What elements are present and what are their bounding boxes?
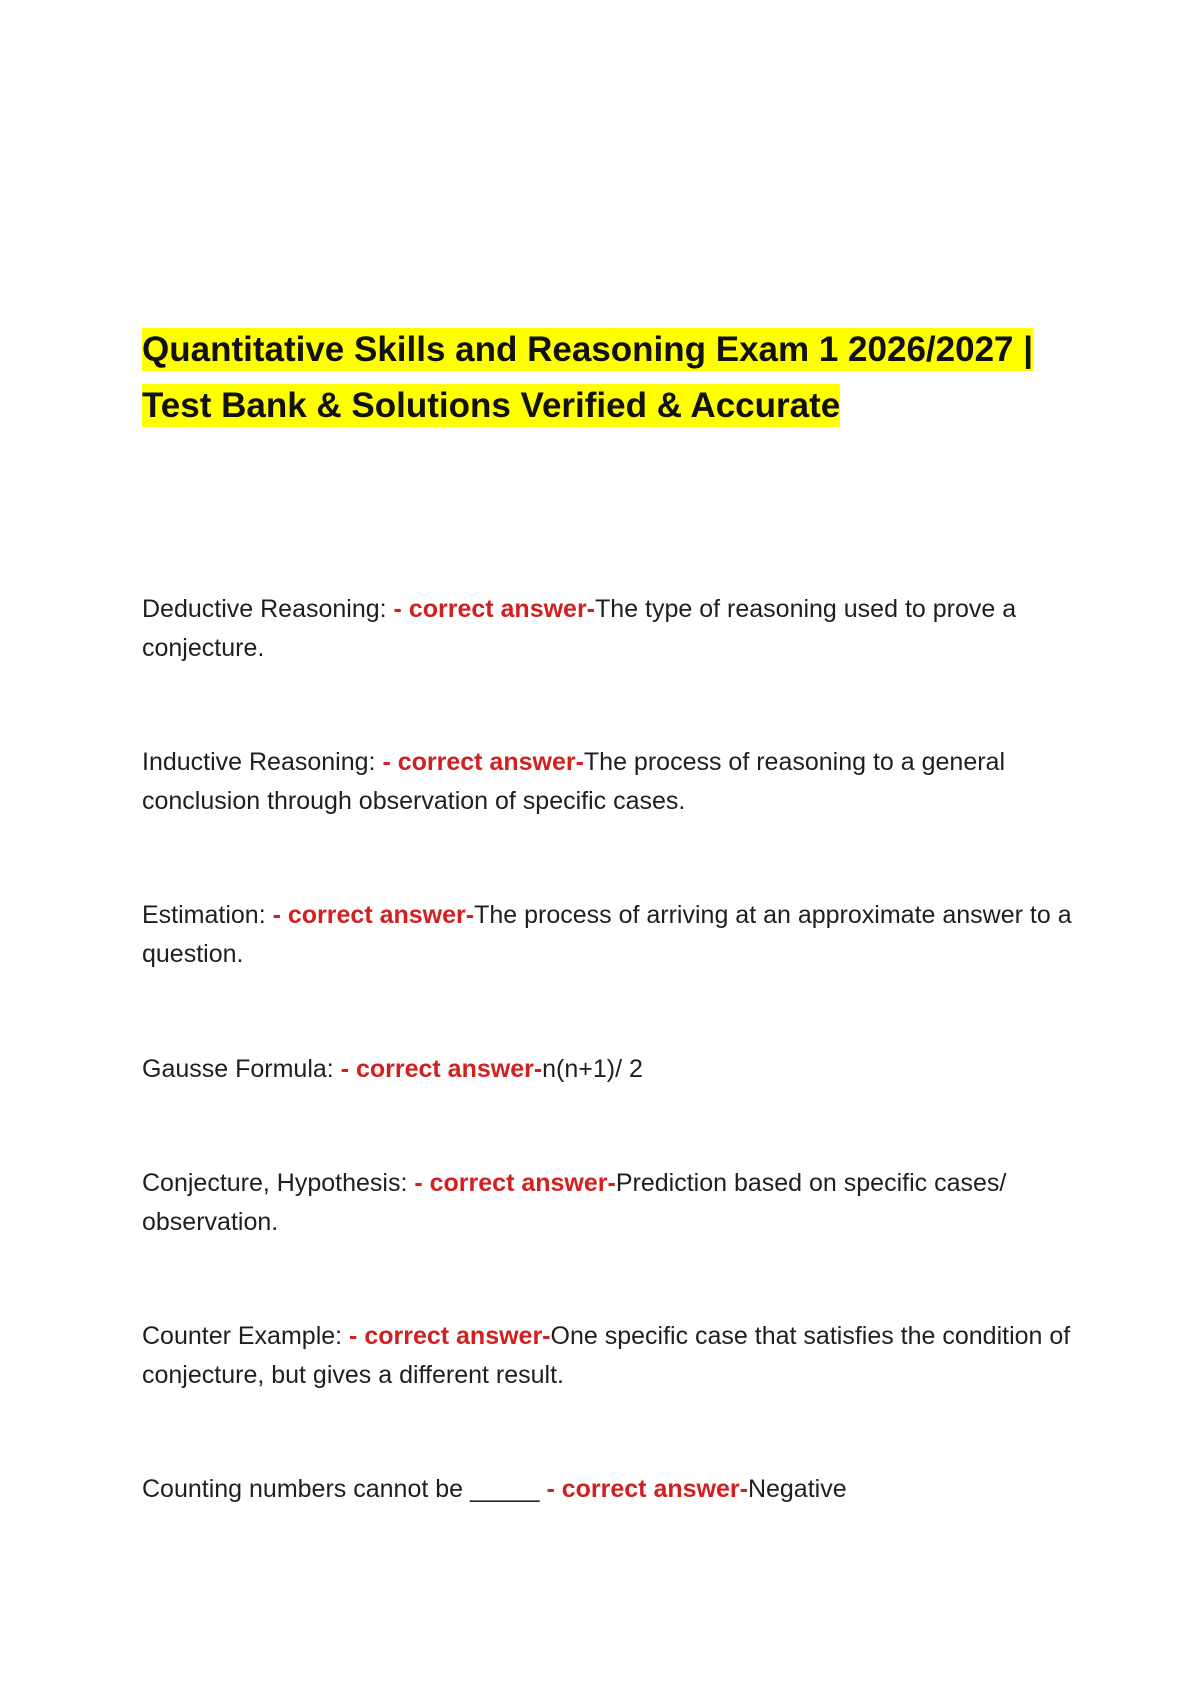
correct-answer-marker: - correct answer- [414, 1169, 616, 1197]
correct-answer-marker: - correct answer- [340, 1055, 543, 1083]
qa-item-gausse-formula [142, 1050, 1082, 1089]
qa-term: Conjecture, Hypothesis: [142, 1169, 415, 1197]
qa-answer: The process of arriving at an approximate answer to a question. [142, 901, 1072, 968]
qa-term: Gausse Formula: [142, 1055, 341, 1083]
qa-item-counting-numbers [142, 1470, 1082, 1509]
qa-item-deductive-reasoning [142, 590, 1082, 668]
qa-answer: The type of reasoning used to prove a conjecture. [142, 595, 1017, 662]
qa-item-estimation [142, 896, 1082, 974]
title-line-2: Test Bank & Solutions Verified & Accurate [142, 386, 841, 425]
qa-term: Deductive Reasoning: [142, 595, 394, 623]
correct-answer-marker: - correct answer- [382, 748, 584, 776]
qa-term: Estimation: [142, 901, 273, 929]
correct-answer-marker: - correct answer- [349, 1322, 551, 1350]
qa-item-inductive-reasoning [142, 743, 1082, 821]
qa-answer: n(n+1)/ 2 [542, 1055, 643, 1083]
qa-answer: The process of reasoning to a general conclusion through observation of specific cases. [142, 748, 1005, 815]
document-title [142, 322, 1102, 434]
correct-answer-marker: - correct answer- [546, 1475, 748, 1503]
title-line-1: Quantitative Skills and Reasoning Exam 1 2026/2027 | [142, 330, 1034, 369]
qa-term: Inductive Reasoning: [142, 748, 383, 776]
qa-answer: Prediction based on specific cases/ observation. [142, 1169, 1007, 1236]
qa-item-conjecture-hypothesis [142, 1164, 1082, 1242]
qa-item-counter-example [142, 1317, 1082, 1395]
qa-answer: One specific case that satisfies the condition of conjecture, but gives a different result. [142, 1322, 1071, 1389]
qa-answer: Negative [747, 1475, 847, 1503]
correct-answer-marker: - correct answer- [393, 595, 596, 623]
correct-answer-marker: - correct answer- [272, 901, 475, 929]
qa-term: Counter Example: [142, 1322, 350, 1350]
qa-term: Counting numbers cannot be _____ [142, 1475, 547, 1503]
